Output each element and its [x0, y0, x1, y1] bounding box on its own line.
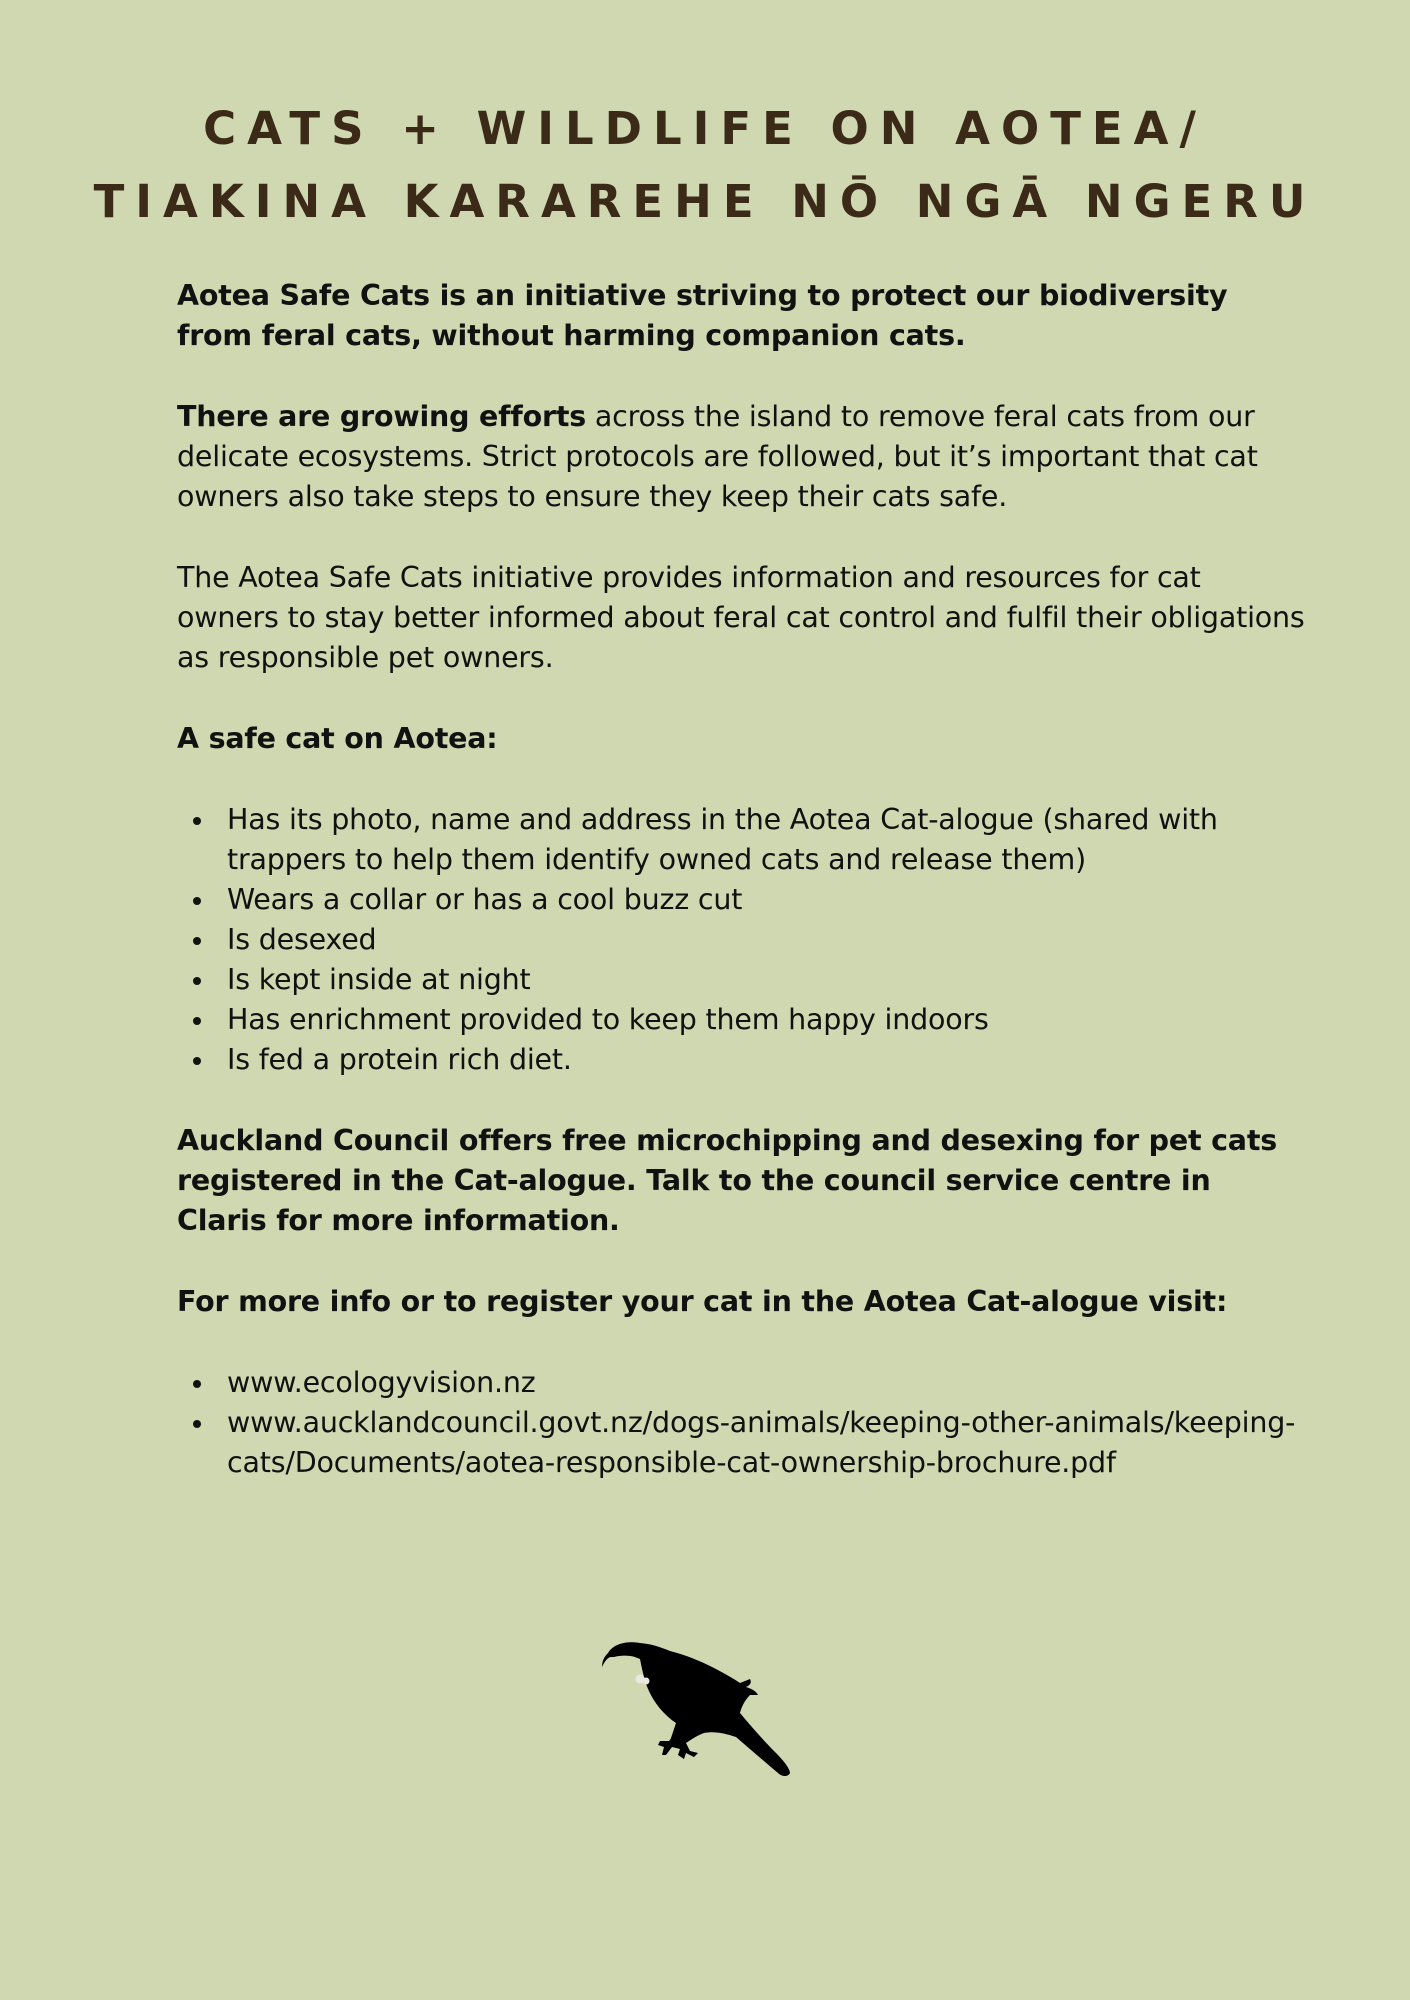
safe-cat-heading: A safe cat on Aotea: — [177, 722, 498, 755]
efforts-bold-lead: There are growing efforts — [177, 400, 587, 433]
safe-cat-list — [177, 800, 1307, 1080]
title-line-2: TIAKINA KARAREHE NŌ NGĀ NGERU — [93, 175, 1317, 228]
main-content — [177, 276, 1307, 1524]
more-info-links — [177, 1363, 1307, 1483]
list-item: Is kept inside at night — [227, 960, 1307, 1000]
link-auckland-council-brochure[interactable]: www.aucklandcouncil.govt.nz/dogs-animals/keeping-other-animals/keeping-cats/Documents/aotea-responsible-cat-ownership-brochure.pdf — [227, 1403, 1307, 1483]
list-item: Is desexed — [227, 920, 1307, 960]
list-item: Has its photo, name and address in the Aotea Cat-alogue (shared with trappers to help them identify owned cats and release them) — [227, 800, 1307, 880]
council-paragraph: Auckland Council offers free microchipping and desexing for pet cats registered in the Cat-alogue. Talk to the council service centre in Claris for more information. — [177, 1124, 1278, 1237]
link-ecologyvision[interactable]: www.ecologyvision.nz — [227, 1363, 1307, 1403]
initiative-paragraph: The Aotea Safe Cats initiative provides information and resources for cat owners to stay better informed about feral cat control and fulfil their obligations as responsible pet owners. — [177, 561, 1305, 674]
efforts-paragraph — [177, 397, 1307, 517]
list-item: Wears a collar or has a cool buzz cut — [227, 880, 1307, 920]
intro-paragraph: Aotea Safe Cats is an initiative striving to protect our biodiversity from feral cats, without harming companion cats. — [177, 279, 1228, 352]
title-line-1: CATS + WILDLIFE ON AOTEA/ — [203, 102, 1207, 155]
list-item: Is fed a protein rich diet. — [227, 1040, 1307, 1080]
page-title — [0, 92, 1410, 238]
efforts-text: across the island to remove feral cats from our delicate ecosystems. Strict protocols are followed, but it’s important that cat owners also take steps to ensure they keep their cats safe. — [177, 400, 1258, 513]
more-info-heading: For more info or to register your cat in the Aotea Cat-alogue visit: — [177, 1285, 1228, 1318]
tui-bird-icon — [600, 1635, 810, 1795]
list-item: Has enrichment provided to keep them happy indoors — [227, 1000, 1307, 1040]
